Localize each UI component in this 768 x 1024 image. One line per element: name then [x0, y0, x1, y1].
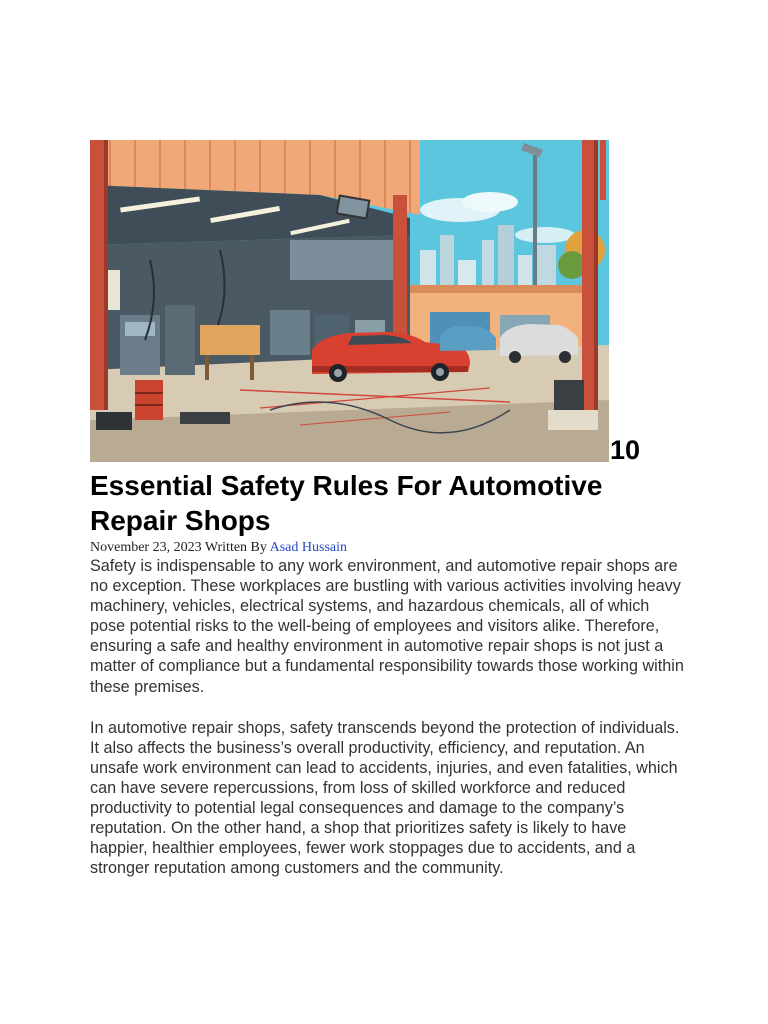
article	[90, 140, 688, 878]
article-title: Essential Safety Rules For Automotive Repair Shops	[90, 470, 603, 536]
byline	[90, 540, 688, 556]
hero-line	[90, 140, 688, 465]
written-by-label: Written By	[204, 540, 267, 555]
hero-image-garage-illustration	[90, 140, 609, 462]
article-title-number: 10	[610, 435, 641, 465]
article-paragraph-2: In automotive repair shops, safety transcends beyond the protection of individuals. It also affects the business’s overall productivity, efficiency, and reputation. An unsafe work environment can lead to accidents, injuries, and even fatalities, which can have severe repercussions, from loss of skilled workforce and reduced productivity to potential legal consequences and damage to the company’s reputation. On the other hand, a shop that prioritizes safety is likely to have happier, healthier employees, fewer work stoppages due to accidents, and a stronger reputation among customers and the community.	[90, 718, 680, 878]
author-link[interactable]: Asad Hussain	[269, 540, 348, 555]
publish-date: November 23, 2023	[90, 540, 202, 555]
article-paragraph-1: Safety is indispensable to any work environment, and automotive repair shops are no exception. These workplaces are bustling with various activities involving heavy machinery, vehicles, electrical systems, and hazardous chemicals, all of which pose potential risks to the well-being of employees and visitors alike. Therefore, ensuring a safe and healthy environment in automotive repair shops is not just a matter of compliance but a fundamental responsibility towards those working within these premises.	[90, 557, 684, 696]
